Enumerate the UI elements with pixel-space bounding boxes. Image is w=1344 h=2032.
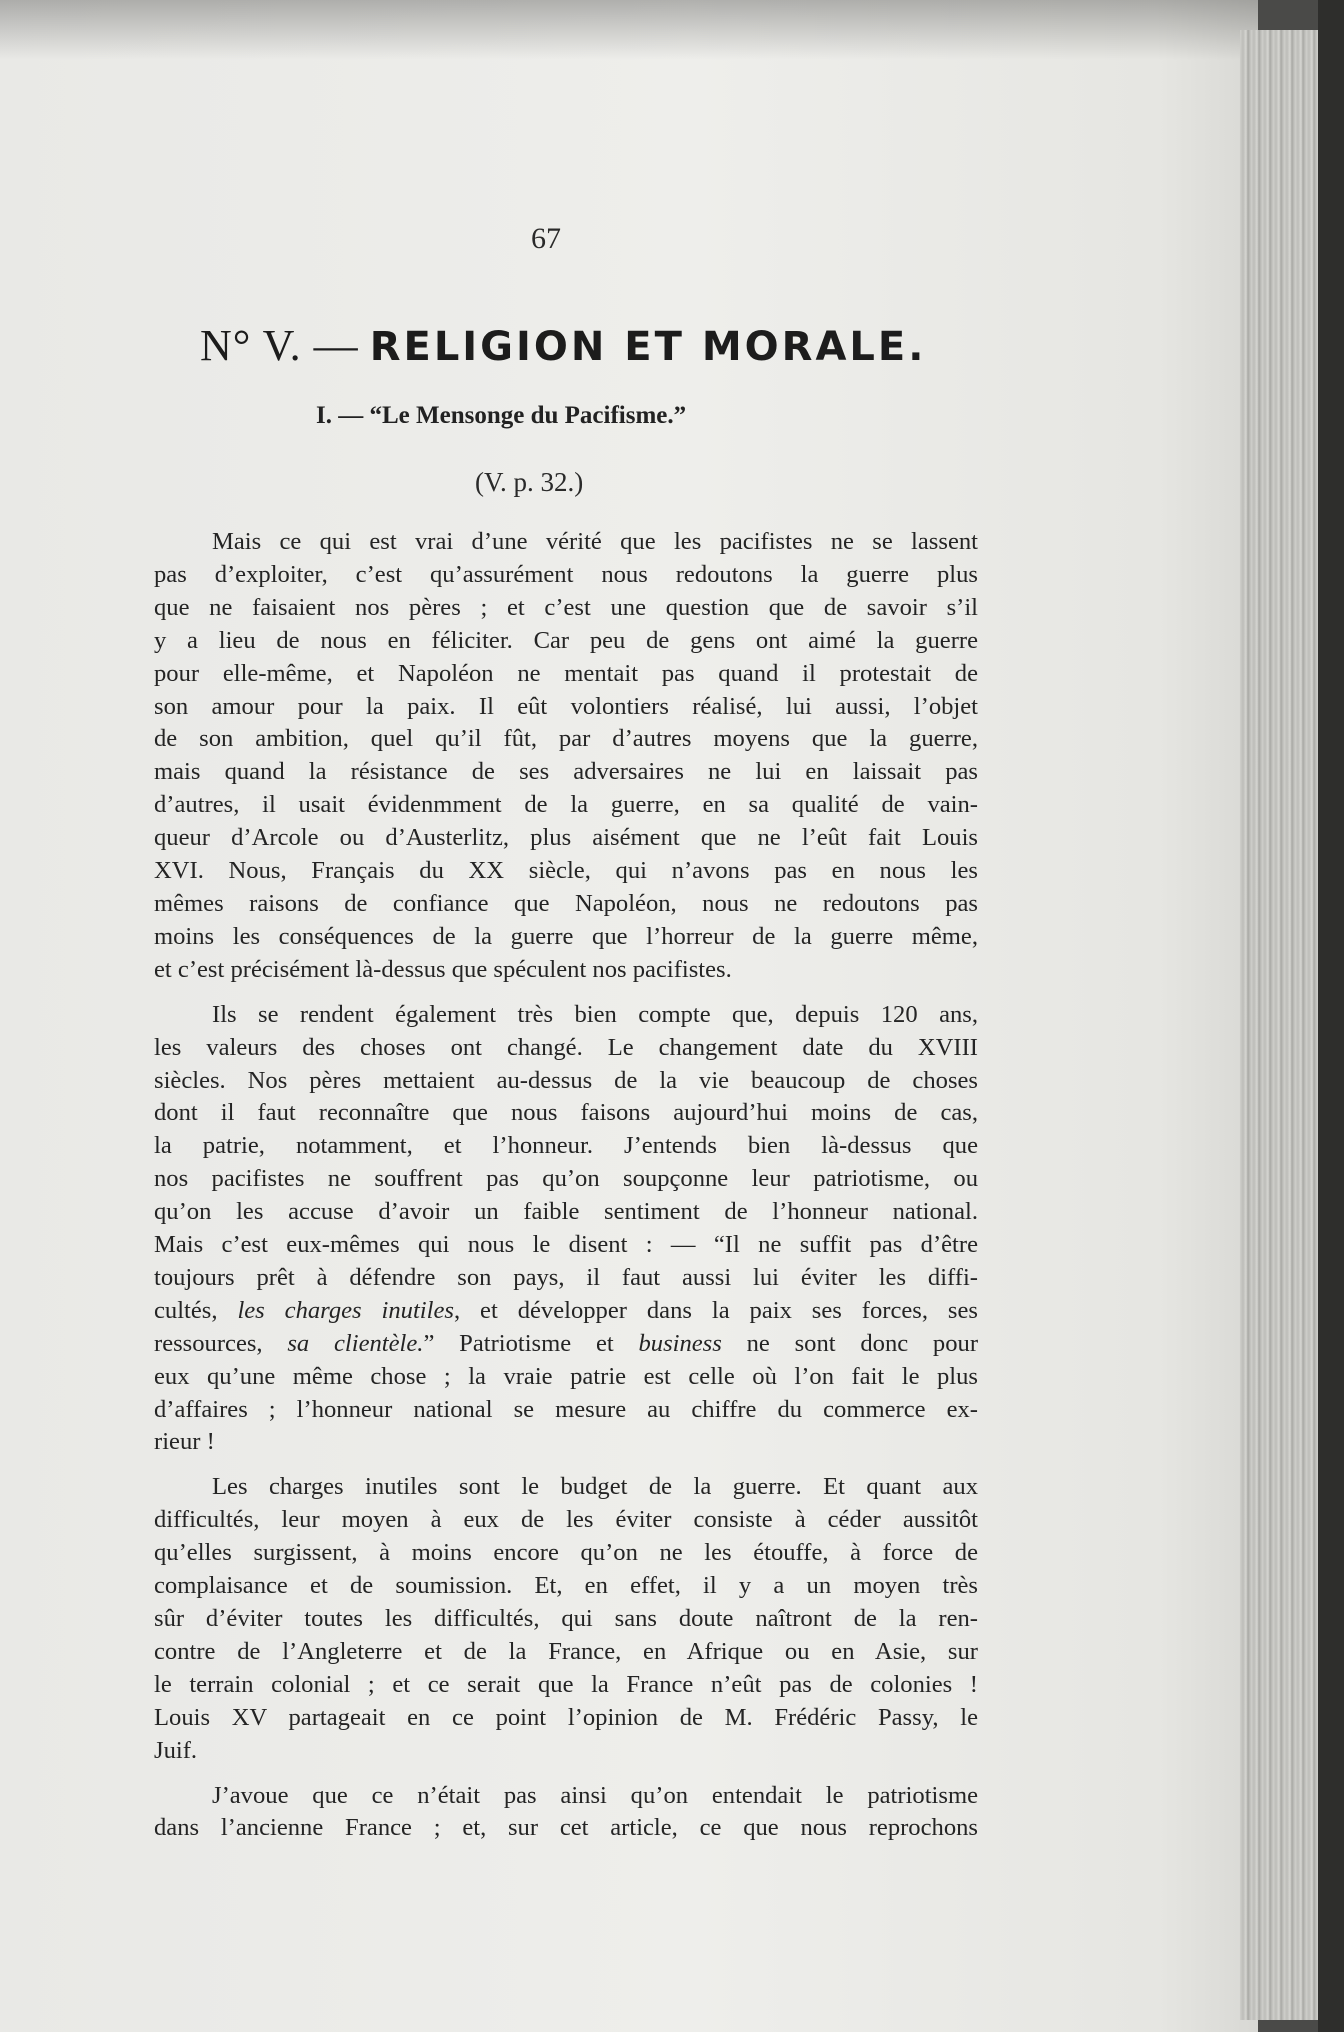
text-line: mêmes raisons de confiance que Napoléon, nous ne redoutons pas xyxy=(154,889,978,917)
text-line: queur d’Arcole ou d’Austerlitz, plus aisément que ne l’eût fait Louis xyxy=(154,824,978,852)
text-line: rieur ! xyxy=(154,1428,215,1456)
text-line: que ne faisaient nos pères ; et c’est une question que de savoir s’il xyxy=(154,593,978,621)
text-line: nos pacifistes ne souffrent pas qu’on soupçonne leur patriotisme, ou xyxy=(154,1165,978,1193)
text-line: le terrain colonial ; et ce serait que la France n’eût pas de colonies ! xyxy=(154,1670,978,1698)
text-line: sûr d’éviter toutes les difficultés, qui sans doute naîtront de la ren- xyxy=(154,1605,978,1632)
text-line: J’avoue que ce n’était pas ainsi qu’on entendait le patriotisme xyxy=(212,1781,978,1809)
text-line: Mais c’est eux-mêmes qui nous le disent : — “Il ne suffit pas d’être xyxy=(154,1231,978,1259)
text-line: qu’elles surgissent, à moins encore qu’on ne les étouffe, à force de xyxy=(154,1539,978,1567)
paragraph xyxy=(96,999,978,1460)
text-line: contre de l’Angleterre et de la France, en Afrique ou en Asie, sur xyxy=(154,1637,978,1665)
text-line: son amour pour la paix. Il eût volontiers réalisé, lui aussi, l’objet xyxy=(154,692,978,720)
text-line: les valeurs des choses ont changé. Le changement date du XVIII xyxy=(154,1033,978,1061)
page-number: 67 xyxy=(531,222,561,255)
text-line: eux qu’une même chose ; la vraie patrie est celle où l’on fait le plus xyxy=(154,1362,978,1390)
section-number: N° V. — xyxy=(200,321,359,370)
text-line: dont il faut reconnaître que nous faisons aujourd’hui moins de cas, xyxy=(154,1099,978,1127)
text-line: dans l’ancienne France ; et, sur cet article, ce que nous reprochons xyxy=(154,1814,978,1842)
text-line: toujours prêt à défendre son pays, il faut aussi lui éviter les diffi- xyxy=(154,1263,978,1291)
article-title: I. — “Le Mensonge du Pacifisme.” xyxy=(316,402,687,429)
text-line: ressources, sa clientèle.” Patriotisme et business ne sont donc pour xyxy=(154,1329,979,1357)
text-line: mais quand la résistance de ses adversaires ne lui en laissait pas xyxy=(154,758,978,786)
section-title: RELIGION ET MORALE. xyxy=(369,324,927,370)
body-text xyxy=(96,526,978,1845)
text-line: pas d’exploiter, c’est qu’assurément nous redoutons la guerre plus xyxy=(154,560,978,588)
text-line: d’autres, il usait évidenmment de la guerre, en sa qualité de vain- xyxy=(154,791,978,819)
text-line: pour elle-même, et Napoléon ne mentait pas quand il protestait de xyxy=(154,659,978,687)
text-line: Louis XV partageait en ce point l’opinion de M. Frédéric Passy, le xyxy=(154,1703,978,1731)
text-line: d’affaires ; l’honneur national se mesure au chiffre du commerce ex- xyxy=(154,1395,978,1423)
top-shadow xyxy=(0,0,1258,60)
text-line: Les charges inutiles sont le budget de la guerre. Et quant aux xyxy=(212,1473,978,1501)
text-line: qu’on les accuse d’avoir un faible sentiment de l’honneur national. xyxy=(154,1198,978,1226)
text-line: XVI. Nous, Français du XX siècle, qui n’avons pas en nous les xyxy=(154,857,978,885)
text-line: siècles. Nos pères mettaient au-dessus de la vie beaucoup de choses xyxy=(154,1066,978,1094)
text-line: Mais ce qui est vrai d’une vérité que les pacifistes ne se lassent xyxy=(212,528,978,555)
text-line: cultés, les charges inutiles, et développer dans la paix ses forces, ses xyxy=(154,1296,978,1324)
text-line: et c’est précisément là-dessus que spéculent nos pacifistes. xyxy=(154,955,732,983)
paragraph xyxy=(96,1780,978,1846)
text-line: difficultés, leur moyen à eux de les éviter consiste à céder aussitôt xyxy=(154,1506,978,1534)
text-line: moins les conséquences de la guerre que l’horreur de la guerre même, xyxy=(154,922,978,950)
page-reference: (V. p. 32.) xyxy=(475,467,584,497)
text-line: complaisance et de soumission. Et, en effet, il y a un moyen très xyxy=(154,1572,978,1600)
paragraph xyxy=(96,526,978,987)
section-heading xyxy=(200,320,927,371)
text-line: de son ambition, quel qu’il fût, par d’autres moyens que la guerre, xyxy=(154,725,978,753)
text-line: la patrie, notamment, et l’honneur. J’entends bien là-dessus que xyxy=(154,1132,978,1160)
text-line: Ils se rendent également très bien compte que, depuis 120 ans, xyxy=(212,1000,978,1028)
text-line: y a lieu de nous en féliciter. Car peu de gens ont aimé la guerre xyxy=(154,626,978,654)
binding-shadow xyxy=(1318,0,1344,2032)
paragraph xyxy=(96,1471,978,1767)
text-line: Juif. xyxy=(154,1736,198,1764)
